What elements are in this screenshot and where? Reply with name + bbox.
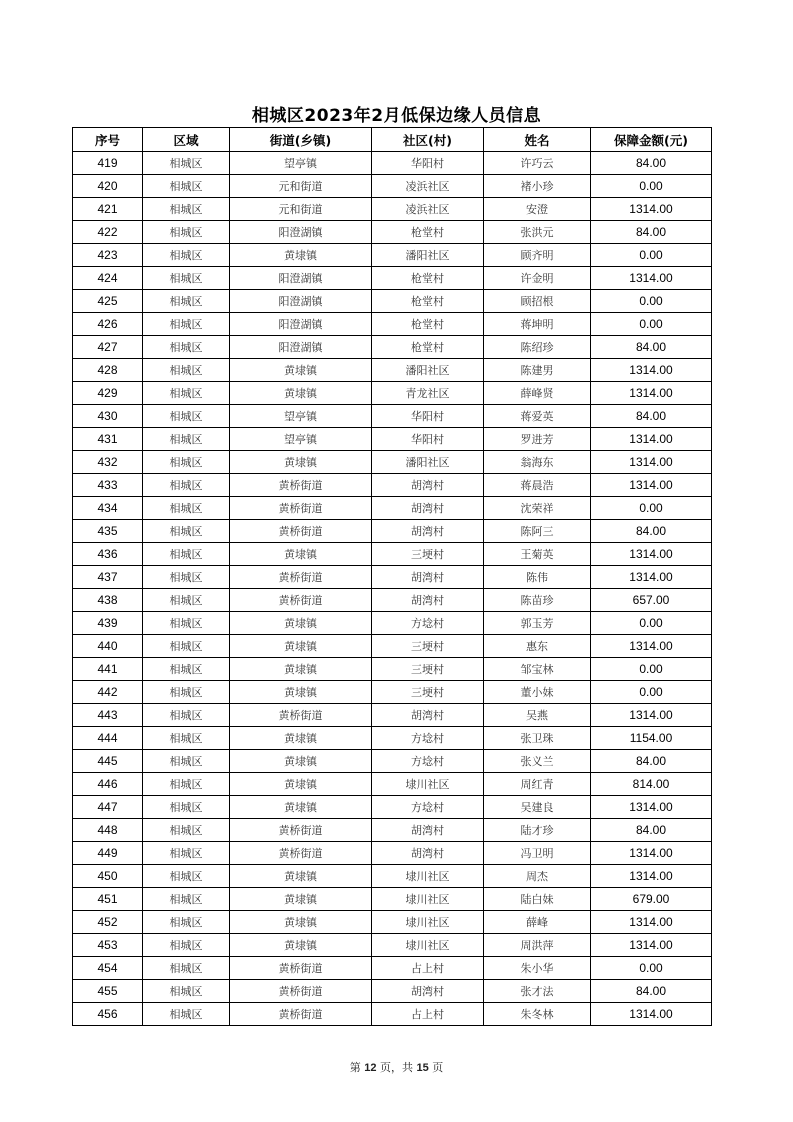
cell-street: 元和街道: [230, 198, 372, 221]
cell-street: 黄桥街道: [230, 520, 372, 543]
cell-district: 相城区: [143, 750, 230, 773]
cell-amount: 0.00: [591, 658, 712, 681]
footer-suffix: 页: [432, 1061, 444, 1074]
cell-district: 相城区: [143, 658, 230, 681]
cell-amount: 1314.00: [591, 796, 712, 819]
cell-amount: 0.00: [591, 957, 712, 980]
cell-amount: 1314.00: [591, 842, 712, 865]
cell-street: 黄桥街道: [230, 819, 372, 842]
cell-index: 419: [73, 152, 143, 175]
cell-district: 相城区: [143, 957, 230, 980]
cell-district: 相城区: [143, 336, 230, 359]
cell-name: 薛峰: [484, 911, 591, 934]
table-row: [73, 267, 712, 290]
cell-street: 望亭镇: [230, 405, 372, 428]
table-row: [73, 957, 712, 980]
cell-index: 430: [73, 405, 143, 428]
cell-index: 434: [73, 497, 143, 520]
table-row: [73, 911, 712, 934]
cell-index: 435: [73, 520, 143, 543]
cell-name: 陈阿三: [484, 520, 591, 543]
cell-street: 黄桥街道: [230, 1003, 372, 1026]
cell-index: 428: [73, 359, 143, 382]
cell-name: 陈伟: [484, 566, 591, 589]
cell-street: 黄埭镇: [230, 888, 372, 911]
cell-name: 王菊英: [484, 543, 591, 566]
cell-index: 453: [73, 934, 143, 957]
cell-district: 相城区: [143, 543, 230, 566]
cell-amount: 1314.00: [591, 382, 712, 405]
cell-index: 452: [73, 911, 143, 934]
cell-index: 447: [73, 796, 143, 819]
table-row: [73, 727, 712, 750]
cell-street: 黄桥街道: [230, 842, 372, 865]
cell-amount: 0.00: [591, 681, 712, 704]
cell-community: 胡湾村: [372, 497, 484, 520]
cell-street: 黄埭镇: [230, 382, 372, 405]
cell-amount: 1154.00: [591, 727, 712, 750]
cell-district: 相城区: [143, 267, 230, 290]
cell-amount: 0.00: [591, 497, 712, 520]
table-row: [73, 428, 712, 451]
cell-index: 441: [73, 658, 143, 681]
table-row: [73, 382, 712, 405]
table-row: [73, 520, 712, 543]
cell-district: 相城区: [143, 152, 230, 175]
cell-street: 黄桥街道: [230, 566, 372, 589]
footer-mid: 页，共: [380, 1061, 413, 1074]
cell-community: 潘阳社区: [372, 359, 484, 382]
table-row: [73, 658, 712, 681]
table-row: [73, 336, 712, 359]
cell-index: 437: [73, 566, 143, 589]
cell-index: 450: [73, 865, 143, 888]
cell-community: 三埂村: [372, 635, 484, 658]
cell-street: 黄桥街道: [230, 957, 372, 980]
table-row: [73, 497, 712, 520]
table-row: [73, 474, 712, 497]
cell-index: 431: [73, 428, 143, 451]
cell-community: 华阳村: [372, 405, 484, 428]
cell-community: 胡湾村: [372, 520, 484, 543]
cell-amount: 84.00: [591, 819, 712, 842]
cell-community: 枪堂村: [372, 267, 484, 290]
table-row: [73, 451, 712, 474]
table-row: [73, 842, 712, 865]
cell-community: 三埂村: [372, 681, 484, 704]
cell-amount: 84.00: [591, 221, 712, 244]
cell-amount: 1314.00: [591, 566, 712, 589]
cell-name: 周洪萍: [484, 934, 591, 957]
cell-name: 顾招根: [484, 290, 591, 313]
cell-street: 黄桥街道: [230, 474, 372, 497]
table-row: [73, 612, 712, 635]
cell-name: 吴建良: [484, 796, 591, 819]
cell-amount: 814.00: [591, 773, 712, 796]
cell-name: 陆才珍: [484, 819, 591, 842]
cell-community: 潘阳社区: [372, 451, 484, 474]
cell-street: 元和街道: [230, 175, 372, 198]
cell-district: 相城区: [143, 244, 230, 267]
cell-district: 相城区: [143, 819, 230, 842]
cell-district: 相城区: [143, 474, 230, 497]
cell-community: 埭川社区: [372, 865, 484, 888]
cell-district: 相城区: [143, 934, 230, 957]
cell-district: 相城区: [143, 290, 230, 313]
cell-index: 448: [73, 819, 143, 842]
cell-district: 相城区: [143, 566, 230, 589]
cell-street: 望亭镇: [230, 428, 372, 451]
cell-amount: 0.00: [591, 290, 712, 313]
cell-name: 许金明: [484, 267, 591, 290]
cell-street: 望亭镇: [230, 152, 372, 175]
cell-district: 相城区: [143, 382, 230, 405]
cell-index: 424: [73, 267, 143, 290]
cell-index: 445: [73, 750, 143, 773]
cell-name: 张义兰: [484, 750, 591, 773]
current-page-number: 12: [364, 1062, 377, 1074]
cell-street: 黄桥街道: [230, 589, 372, 612]
cell-street: 阳澄湖镇: [230, 221, 372, 244]
cell-district: 相城区: [143, 865, 230, 888]
cell-community: 三埂村: [372, 658, 484, 681]
cell-name: 陈绍珍: [484, 336, 591, 359]
cell-name: 许巧云: [484, 152, 591, 175]
cell-index: 440: [73, 635, 143, 658]
cell-community: 埭川社区: [372, 888, 484, 911]
cell-index: 456: [73, 1003, 143, 1026]
cell-street: 黄埭镇: [230, 773, 372, 796]
cell-amount: 0.00: [591, 612, 712, 635]
cell-district: 相城区: [143, 497, 230, 520]
cell-street: 阳澄湖镇: [230, 313, 372, 336]
cell-name: 罗进芳: [484, 428, 591, 451]
cell-street: 黄埭镇: [230, 865, 372, 888]
cell-name: 吴燕: [484, 704, 591, 727]
cell-district: 相城区: [143, 313, 230, 336]
cell-name: 周杰: [484, 865, 591, 888]
cell-community: 凌浜社区: [372, 175, 484, 198]
cell-index: 425: [73, 290, 143, 313]
cell-name: 顾齐明: [484, 244, 591, 267]
cell-amount: 84.00: [591, 336, 712, 359]
cell-name: 安澄: [484, 198, 591, 221]
cell-community: 埭川社区: [372, 911, 484, 934]
cell-community: 枪堂村: [372, 221, 484, 244]
cell-amount: 84.00: [591, 520, 712, 543]
cell-district: 相城区: [143, 175, 230, 198]
cell-name: 薛峰贤: [484, 382, 591, 405]
table-row: [73, 405, 712, 428]
cell-name: 蒋坤明: [484, 313, 591, 336]
footer-prefix: 第: [349, 1061, 361, 1074]
table-row: [73, 773, 712, 796]
cell-district: 相城区: [143, 451, 230, 474]
data-table: [72, 127, 712, 1026]
cell-community: 占上村: [372, 957, 484, 980]
cell-district: 相城区: [143, 911, 230, 934]
cell-community: 方埝村: [372, 727, 484, 750]
cell-name: 翁海东: [484, 451, 591, 474]
header-amount: 保障金额(元): [591, 128, 712, 152]
cell-index: 443: [73, 704, 143, 727]
cell-amount: 0.00: [591, 244, 712, 267]
cell-district: 相城区: [143, 612, 230, 635]
cell-amount: 1314.00: [591, 934, 712, 957]
cell-index: 432: [73, 451, 143, 474]
cell-amount: 1314.00: [591, 451, 712, 474]
cell-community: 埭川社区: [372, 773, 484, 796]
table-row: [73, 175, 712, 198]
cell-community: 方埝村: [372, 612, 484, 635]
table-row: [73, 704, 712, 727]
cell-street: 阳澄湖镇: [230, 336, 372, 359]
cell-community: 胡湾村: [372, 842, 484, 865]
cell-street: 阳澄湖镇: [230, 290, 372, 313]
cell-name: 惠东: [484, 635, 591, 658]
cell-street: 黄埭镇: [230, 612, 372, 635]
header-district: 区域: [143, 128, 230, 152]
cell-amount: 1314.00: [591, 704, 712, 727]
cell-community: 华阳村: [372, 428, 484, 451]
cell-index: 442: [73, 681, 143, 704]
cell-street: 黄埭镇: [230, 451, 372, 474]
table-row: [73, 865, 712, 888]
table-row: [73, 290, 712, 313]
cell-community: 枪堂村: [372, 313, 484, 336]
cell-index: 454: [73, 957, 143, 980]
cell-name: 陆白妹: [484, 888, 591, 911]
cell-street: 黄桥街道: [230, 497, 372, 520]
cell-amount: 0.00: [591, 313, 712, 336]
cell-district: 相城区: [143, 681, 230, 704]
table-row: [73, 681, 712, 704]
table-row: [73, 750, 712, 773]
cell-name: 周红青: [484, 773, 591, 796]
cell-street: 黄埭镇: [230, 911, 372, 934]
cell-amount: 657.00: [591, 589, 712, 612]
cell-index: 446: [73, 773, 143, 796]
cell-amount: 1314.00: [591, 474, 712, 497]
cell-index: 433: [73, 474, 143, 497]
cell-community: 胡湾村: [372, 819, 484, 842]
cell-district: 相城区: [143, 980, 230, 1003]
table-row: [73, 221, 712, 244]
cell-street: 黄埭镇: [230, 635, 372, 658]
cell-name: 沈荣祥: [484, 497, 591, 520]
cell-index: 426: [73, 313, 143, 336]
table-row: [73, 198, 712, 221]
cell-district: 相城区: [143, 405, 230, 428]
table-row: [73, 796, 712, 819]
header-name: 姓名: [484, 128, 591, 152]
table-row: [73, 313, 712, 336]
cell-name: 张才法: [484, 980, 591, 1003]
cell-index: 427: [73, 336, 143, 359]
cell-district: 相城区: [143, 773, 230, 796]
cell-community: 胡湾村: [372, 589, 484, 612]
cell-community: 胡湾村: [372, 566, 484, 589]
table-row: [73, 980, 712, 1003]
cell-index: 449: [73, 842, 143, 865]
cell-amount: 1314.00: [591, 635, 712, 658]
cell-district: 相城区: [143, 359, 230, 382]
cell-index: 436: [73, 543, 143, 566]
cell-name: 陈苗珍: [484, 589, 591, 612]
cell-street: 黄埭镇: [230, 658, 372, 681]
cell-amount: 84.00: [591, 405, 712, 428]
cell-amount: 1314.00: [591, 911, 712, 934]
cell-name: 张卫珠: [484, 727, 591, 750]
table-row: [73, 152, 712, 175]
cell-community: 华阳村: [372, 152, 484, 175]
cell-street: 黄埭镇: [230, 934, 372, 957]
cell-index: 422: [73, 221, 143, 244]
cell-street: 黄桥街道: [230, 980, 372, 1003]
cell-street: 黄埭镇: [230, 750, 372, 773]
cell-district: 相城区: [143, 727, 230, 750]
cell-amount: 1314.00: [591, 198, 712, 221]
table-row: [73, 819, 712, 842]
cell-name: 蒋爱英: [484, 405, 591, 428]
cell-amount: 0.00: [591, 175, 712, 198]
cell-community: 三埂村: [372, 543, 484, 566]
cell-district: 相城区: [143, 428, 230, 451]
total-page-number: 15: [416, 1062, 429, 1074]
cell-street: 黄埭镇: [230, 359, 372, 382]
cell-index: 438: [73, 589, 143, 612]
cell-index: 420: [73, 175, 143, 198]
cell-name: 蒋晨浩: [484, 474, 591, 497]
cell-community: 枪堂村: [372, 336, 484, 359]
cell-district: 相城区: [143, 221, 230, 244]
cell-amount: 84.00: [591, 980, 712, 1003]
page-title: 相城区2023年2月低保边缘人员信息: [251, 106, 542, 126]
cell-amount: 679.00: [591, 888, 712, 911]
page-footer: [0, 1059, 793, 1075]
cell-community: 胡湾村: [372, 980, 484, 1003]
cell-street: 阳澄湖镇: [230, 267, 372, 290]
cell-community: 枪堂村: [372, 290, 484, 313]
cell-community: 凌浜社区: [372, 198, 484, 221]
cell-community: 方埝村: [372, 796, 484, 819]
cell-community: 胡湾村: [372, 704, 484, 727]
cell-district: 相城区: [143, 589, 230, 612]
cell-street: 黄埭镇: [230, 244, 372, 267]
cell-index: 429: [73, 382, 143, 405]
cell-street: 黄埭镇: [230, 681, 372, 704]
cell-amount: 1314.00: [591, 359, 712, 382]
cell-district: 相城区: [143, 198, 230, 221]
cell-index: 439: [73, 612, 143, 635]
cell-index: 421: [73, 198, 143, 221]
cell-index: 455: [73, 980, 143, 1003]
cell-name: 陈建男: [484, 359, 591, 382]
cell-street: 黄埭镇: [230, 543, 372, 566]
cell-district: 相城区: [143, 1003, 230, 1026]
cell-name: 朱冬林: [484, 1003, 591, 1026]
cell-amount: 1314.00: [591, 428, 712, 451]
table-header-row: [73, 128, 712, 152]
cell-amount: 1314.00: [591, 865, 712, 888]
cell-index: 423: [73, 244, 143, 267]
table-row: [73, 566, 712, 589]
cell-district: 相城区: [143, 842, 230, 865]
header-community: 社区(村): [372, 128, 484, 152]
table-row: [73, 888, 712, 911]
cell-community: 占上村: [372, 1003, 484, 1026]
cell-district: 相城区: [143, 635, 230, 658]
table-row: [73, 934, 712, 957]
cell-name: 褚小珍: [484, 175, 591, 198]
cell-community: 埭川社区: [372, 934, 484, 957]
table-row: [73, 359, 712, 382]
table-row: [73, 543, 712, 566]
cell-district: 相城区: [143, 704, 230, 727]
cell-district: 相城区: [143, 888, 230, 911]
cell-district: 相城区: [143, 520, 230, 543]
table-row: [73, 589, 712, 612]
cell-community: 潘阳社区: [372, 244, 484, 267]
cell-community: 青龙社区: [372, 382, 484, 405]
cell-street: 黄桥街道: [230, 704, 372, 727]
cell-name: 冯卫明: [484, 842, 591, 865]
header-street: 街道(乡镇): [230, 128, 372, 152]
table-row: [73, 1003, 712, 1026]
table-row: [73, 635, 712, 658]
cell-index: 451: [73, 888, 143, 911]
cell-name: 朱小华: [484, 957, 591, 980]
cell-name: 董小妹: [484, 681, 591, 704]
cell-amount: 1314.00: [591, 543, 712, 566]
cell-amount: 1314.00: [591, 1003, 712, 1026]
cell-community: 方埝村: [372, 750, 484, 773]
cell-district: 相城区: [143, 796, 230, 819]
table-row: [73, 244, 712, 267]
cell-amount: 1314.00: [591, 267, 712, 290]
cell-name: 邹宝林: [484, 658, 591, 681]
cell-street: 黄埭镇: [230, 796, 372, 819]
cell-amount: 84.00: [591, 152, 712, 175]
cell-community: 胡湾村: [372, 474, 484, 497]
cell-name: 张洪元: [484, 221, 591, 244]
cell-name: 郭玉芳: [484, 612, 591, 635]
header-index: 序号: [73, 128, 143, 152]
cell-amount: 84.00: [591, 750, 712, 773]
cell-index: 444: [73, 727, 143, 750]
cell-street: 黄埭镇: [230, 727, 372, 750]
